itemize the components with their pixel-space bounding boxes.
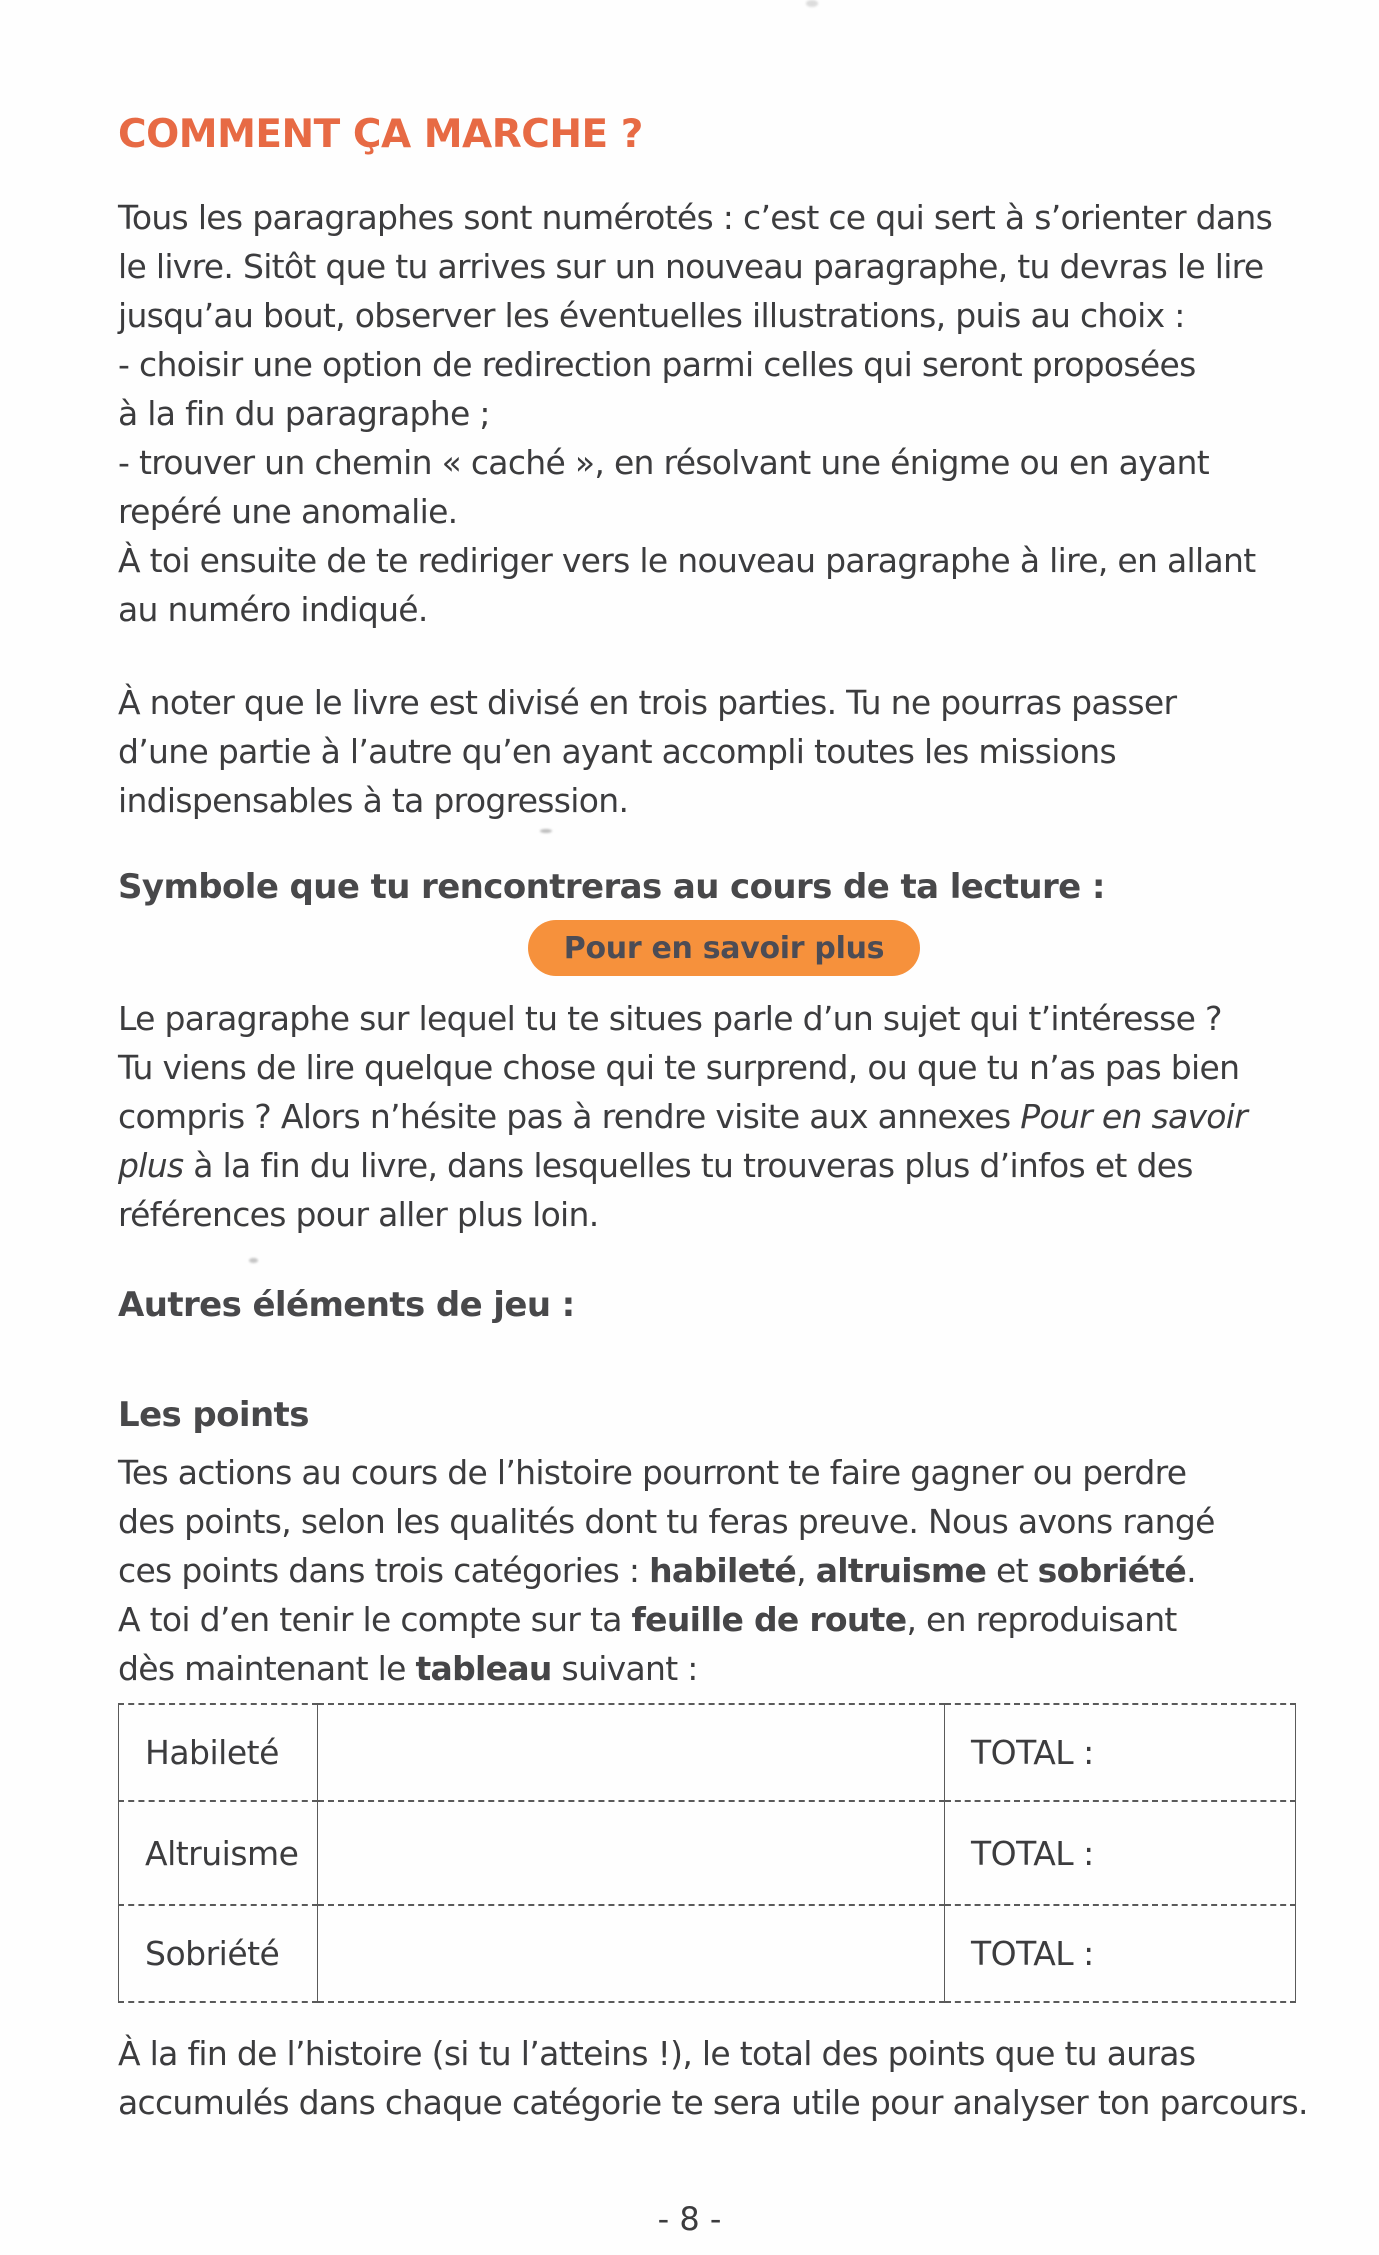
- text-line: Tous les paragraphes sont numérotés : c’est ce qui sert à s’orienter dans: [118, 198, 1273, 237]
- points-cell: [318, 1704, 945, 1801]
- text-line: accumulés dans chaque catégorie te sera utile pour analyser ton parcours.: [118, 2083, 1308, 2122]
- badge-container: [118, 920, 1330, 976]
- category-cell: Sobriété: [119, 1905, 318, 2002]
- category-cell: Altruisme: [119, 1801, 318, 1905]
- text-line: plus à la fin du livre, dans lesquelles tu trouveras plus d’infos et des: [118, 1146, 1193, 1185]
- symbol-section-heading: Symbole que tu rencontreras au cours de ta lecture :: [118, 867, 1105, 907]
- text-line: le livre. Sitôt que tu arrives sur un nouveau paragraphe, tu devras le lire: [118, 247, 1264, 286]
- table-row: [119, 1801, 1296, 1905]
- text-line: d’une partie à l’autre qu’en ayant accompli toutes les missions: [118, 732, 1116, 771]
- text-line: compris ? Alors n’hésite pas à rendre visite aux annexes Pour en savoir: [118, 1097, 1248, 1136]
- scan-artifact: [806, 0, 818, 7]
- page-title: COMMENT ÇA MARCHE ?: [118, 112, 643, 157]
- total-cell: TOTAL :: [945, 1704, 1296, 1801]
- text-line: - trouver un chemin « caché », en résolvant une énigme ou en ayant: [118, 443, 1209, 482]
- points-table: [118, 1703, 1296, 2003]
- text-line: Le paragraphe sur lequel tu te situes parle d’un sujet qui t’intéresse ?: [118, 999, 1222, 1038]
- text-line: - choisir une option de redirection parmi celles qui seront proposées: [118, 345, 1196, 384]
- intro-paragraph: [118, 193, 1330, 634]
- text-line: Tes actions au cours de l’histoire pourront te faire gagner ou perdre: [118, 1453, 1187, 1492]
- text-line: À la fin de l’histoire (si tu l’atteins !), le total des points que tu auras: [118, 2034, 1196, 2073]
- symbol-paragraph: [118, 994, 1330, 1239]
- page-content: [118, 112, 1330, 2127]
- table-row: [119, 1905, 1296, 2002]
- text-line: A toi d’en tenir le compte sur ta feuille de route, en reproduisant: [118, 1600, 1177, 1639]
- total-cell: TOTAL :: [945, 1801, 1296, 1905]
- text-line: Tu viens de lire quelque chose qui te surprend, ou que tu n’as pas bien: [118, 1048, 1240, 1087]
- text-line: À noter que le livre est divisé en trois parties. Tu ne pourras passer: [118, 683, 1177, 722]
- points-cell: [318, 1801, 945, 1905]
- text-line: indispensables à ta progression.: [118, 781, 629, 820]
- text-line: jusqu’au bout, observer les éventuelles illustrations, puis au choix :: [118, 296, 1185, 335]
- text-line: repéré une anomalie.: [118, 492, 458, 531]
- total-cell: TOTAL :: [945, 1905, 1296, 2002]
- points-cell: [318, 1905, 945, 2002]
- page-number: - 8 -: [657, 2200, 722, 2238]
- badge-label: Pour en savoir plus: [563, 930, 885, 966]
- category-cell: Habileté: [119, 1704, 318, 1801]
- other-elements-heading: Autres éléments de jeu :: [118, 1285, 575, 1325]
- closing-paragraph: [118, 2029, 1330, 2127]
- parts-note-paragraph: [118, 678, 1330, 825]
- pour-en-savoir-plus-badge: [528, 920, 920, 976]
- text-line: À toi ensuite de te rediriger vers le nouveau paragraphe à lire, en allant: [118, 541, 1256, 580]
- text-line: références pour aller plus loin.: [118, 1195, 599, 1234]
- text-line: à la fin du paragraphe ;: [118, 394, 490, 433]
- points-heading: Les points: [118, 1395, 309, 1435]
- text-line: des points, selon les qualités dont tu feras preuve. Nous avons rangé: [118, 1502, 1215, 1541]
- points-paragraph: [118, 1448, 1330, 1693]
- table-row: [119, 1704, 1296, 1801]
- text-line: ces points dans trois catégories : habileté, altruisme et sobriété.: [118, 1551, 1196, 1590]
- text-line: au numéro indiqué.: [118, 590, 428, 629]
- text-line: dès maintenant le tableau suivant :: [118, 1649, 698, 1688]
